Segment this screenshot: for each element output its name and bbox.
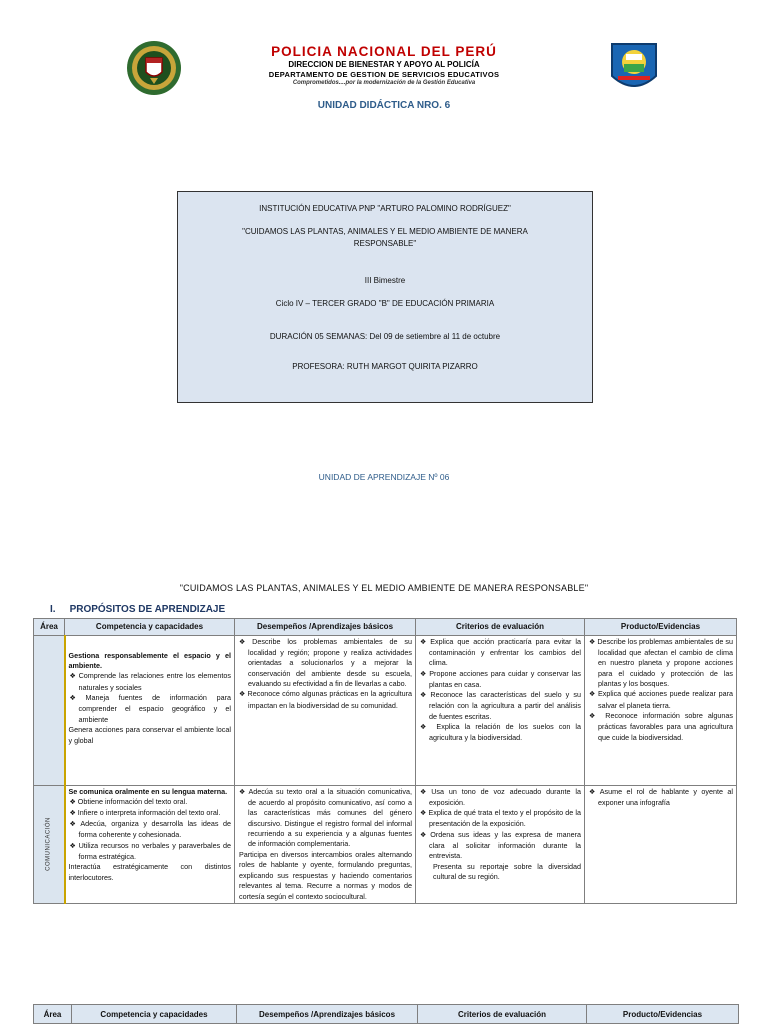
duration-label: DURACIÓN 05 SEMANAS: Del 09 de setiembre al 11 de octubre [269, 332, 501, 341]
performance-cell [235, 635, 416, 785]
criteria-item: ❖ Propone acciones para cuidar y conservar las plantas en casa. [420, 668, 581, 689]
performance-item: ❖ Reconoce cómo algunas prácticas en la agricultura impactan en la biodiversidad de su comunidad. [239, 689, 412, 710]
header-area: Área [34, 619, 65, 636]
term-label: III Bimestre [364, 276, 406, 285]
criteria-item: ❖ Ordena sus ideas y las expresa de manera clara al solicitar información durante la entrevista. [420, 829, 581, 861]
motto-line: Comprometidos....por la modernización de la Gestión Educativa [292, 80, 476, 86]
performance-item: ❖ Adecúa su texto oral a la situación comunicativa, de acuerdo al propósito comunicativo, así como a las características más comunes del género discursivo. Distingue el registro formal del informal recurriendo a su experiencia y a algunas fuentes de información complementaria. [239, 786, 412, 849]
performance-text: Participa en diversos intercambios orales alternando roles de hablante y oyente, formulando preguntas, explicando sus respuestas y haciendo comentarios relevantes al tema. Recurre a normas y modos de cortesía según el contexto sociocultural. [239, 849, 412, 901]
criteria-item: ❖ Usa un tono de voz adecuado durante la exposición. [420, 786, 581, 807]
purposes-table [33, 618, 737, 904]
performance-item: ❖ Describe los problemas ambientales de su localidad y región; propone y realiza actividades orientadas a solucionarlos y a mejorar la conservación del ambiente desde su escuela, evaluando su efectividad a fin de llevarlas a cabo. [239, 636, 412, 689]
capacity-item: ❖ Obtiene información del texto oral. [69, 797, 188, 807]
competence-title: Se comunica oralmente en su lengua materna. [68, 786, 228, 796]
header-criteria: Criterios de evaluación [416, 619, 585, 636]
header-product: Producto/Evidencias [585, 619, 737, 636]
direction-line: DIRECCION DE BIENESTAR Y APOYO AL POLICÍA [288, 60, 480, 69]
capacity-item: ❖ Utiliza recursos no verbales y paraverbales de forma estratégica. [69, 840, 231, 862]
product-item: ❖ Asume el rol de hablante y oyente al exponer una infografía [589, 786, 733, 807]
criteria-item: ❖ Reconoce las características del suelo y su relación con la agricultura a partir del análisis de fuentes escritas. [420, 690, 581, 721]
table-header-row [34, 619, 737, 636]
school-name: INSTITUCIÓN EDUCATIVA PNP "ARTURO PALOMINO RODRÍGUEZ" [259, 204, 511, 213]
unit-theme-line2: RESPONSABLE" [353, 239, 417, 248]
header-competence: Competencia y capacidades [65, 619, 235, 636]
competence-title: Gestiona responsablemente el espacio y el ambiente. [68, 650, 231, 671]
product-item: ❖ Explica qué acciones puede realizar para salvar el planeta tierra. [589, 689, 734, 710]
table-row [34, 635, 737, 785]
criteria-cell [416, 635, 585, 785]
header-competence: Competencia y capacidades [72, 1005, 237, 1024]
unit-title: UNIDAD DIDÁCTICA NRO. 6 [317, 100, 451, 111]
header-performance: Desempeños /Aprendizajes básicos [235, 619, 416, 636]
capacity-item: ❖ Adecúa, organiza y desarrolla las ideas de forma coherente y cohesionada. [69, 819, 232, 840]
unit-theme-line1: "CUIDAMOS LAS PLANTAS, ANIMALES Y EL MEDIO AMBIENTE DE MANERA [242, 227, 528, 236]
learning-unit-title: UNIDAD DE APRENDIZAJE Nº 06 [318, 472, 450, 482]
product-cell [585, 635, 737, 785]
area-cell [34, 635, 65, 785]
unit-theme-title: "CUIDAMOS LAS PLANTAS, ANIMALES Y EL MEDIO AMBIENTE DE MANERA RESPONSABLE" [179, 583, 589, 593]
section-heading [50, 604, 225, 615]
header-performance: Desempeños /Aprendizajes básicos [237, 1005, 418, 1024]
performance-cell [235, 785, 416, 904]
section-label: PROPÓSITOS DE APRENDIZAJE [69, 604, 226, 615]
competence-cell [65, 635, 235, 785]
info-box [177, 191, 593, 403]
area-cell [34, 785, 65, 904]
criteria-cell [416, 785, 585, 904]
department-line: DEPARTAMENTO DE GESTION DE SERVICIOS EDUCATIVOS [268, 70, 500, 79]
purposes-table-continued [33, 1004, 739, 1024]
product-item: ❖ Reconoce información sobre algunas prácticas favorables para una agricultura que cuide la biodiversidad. [589, 711, 733, 742]
capacity-item: ❖ Infiere o interpreta información del texto oral. [69, 808, 221, 818]
capacity-item: ❖ Comprende las relaciones entre los elementos naturales y sociales [69, 671, 231, 692]
criteria-item: ❖ Explica de qué trata el texto y el propósito de la presentación de la exposición. [420, 808, 582, 829]
capacity-extra: Genera acciones para conservar el ambiente local y global [68, 725, 231, 745]
criteria-extra: Presenta su reportaje sobre la diversidad cultural de su región. [433, 861, 581, 882]
product-cell [585, 785, 737, 904]
table-header-row [34, 1005, 739, 1024]
teacher-label: PROFESORA: RUTH MARGOT QUIRITA PIZARRO [292, 362, 478, 371]
table-row [34, 785, 737, 904]
header-area: Área [34, 1005, 72, 1024]
header-product: Producto/Evidencias [587, 1005, 739, 1024]
header-criteria: Criterios de evaluación [418, 1005, 587, 1024]
section-number: I. [50, 604, 56, 615]
cycle-label: Ciclo IV – TERCER GRADO "B" DE EDUCACIÓN PRIMARIA [275, 299, 495, 308]
product-item: ❖ Describe los problemas ambientales de su localidad que afectan el cambio de clima en nuestro planeta y propone acciones para el cuidado y protección de las plantas y los bosques. [589, 636, 733, 689]
area-label-communication: COMUNICACIÓN [45, 817, 52, 872]
capacity-extra: Interactúa estratégicamente con distintos interlocutores. [68, 862, 231, 882]
criteria-item: ❖ Explica la relación de los suelos con la agricultura y la biodiversidad. [420, 722, 581, 743]
capacity-item: ❖ Maneja fuentes de información para comprender el espacio geográfico y el ambiente [69, 693, 232, 724]
institution-title: POLICIA NACIONAL DEL PERÚ [271, 44, 497, 59]
criteria-item: ❖ Explica que acción practicaría para evitar la contaminación y enfrentar los cambios del clima. [420, 636, 581, 668]
competence-cell [65, 785, 235, 904]
